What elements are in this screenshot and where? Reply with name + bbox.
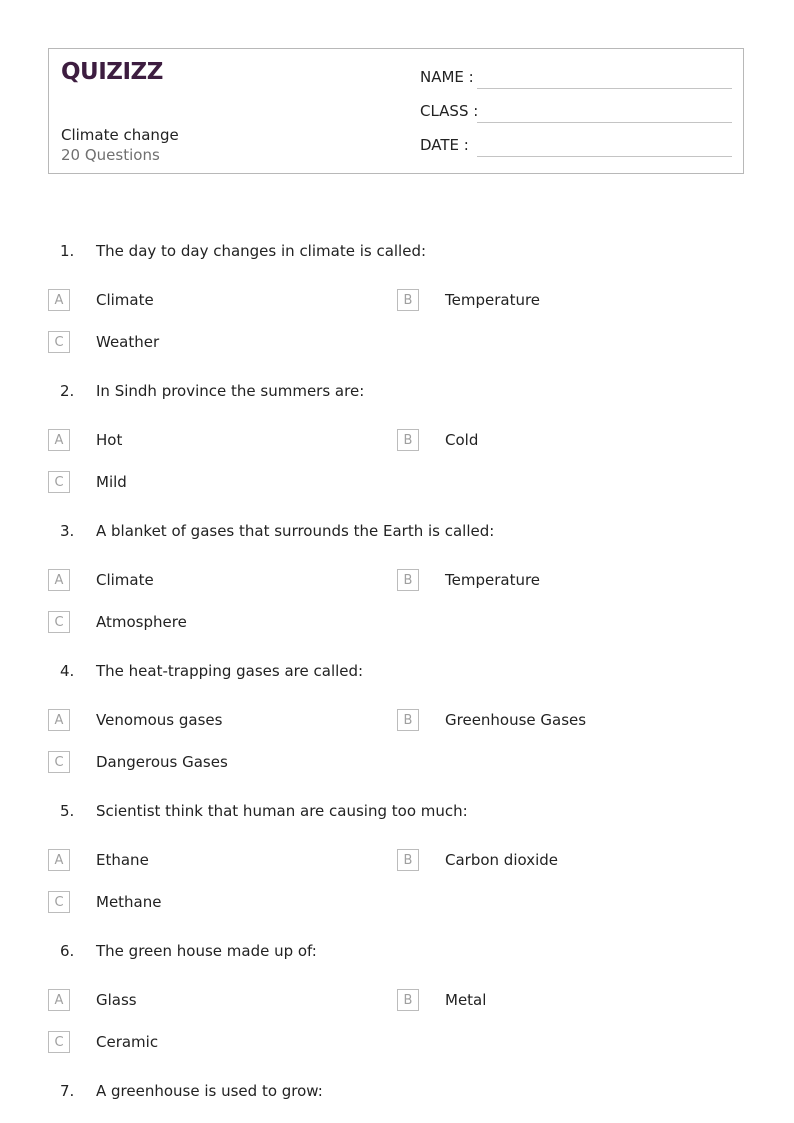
question-text: A blanket of gases that surrounds the Earth is called: [96, 522, 495, 540]
question-number: 6. [60, 942, 75, 960]
option-letter-box[interactable]: B [397, 989, 419, 1011]
class-label: CLASS : [420, 102, 479, 120]
option-letter-box[interactable]: B [397, 429, 419, 451]
option-letter-box[interactable]: B [397, 569, 419, 591]
date-label: DATE : [420, 136, 469, 154]
question-number: 2. [60, 382, 75, 400]
class-line[interactable] [477, 122, 732, 123]
question-number: 3. [60, 522, 75, 540]
option-letter-box[interactable]: A [48, 569, 70, 591]
option-letter-box[interactable]: A [48, 709, 70, 731]
question-number: 1. [60, 242, 75, 260]
option-text: Greenhouse Gases [445, 711, 587, 729]
question-text: The day to day changes in climate is called: [96, 242, 427, 260]
option-text: Ethane [96, 851, 149, 869]
option-text: Ceramic [96, 1033, 159, 1051]
option-text: Climate [96, 571, 154, 589]
question-text: Scientist think that human are causing too much: [96, 802, 468, 820]
option-letter-box[interactable]: A [48, 289, 70, 311]
option-text: Mild [96, 473, 127, 491]
question-count: 20 Questions [61, 146, 160, 164]
option-text: Metal [445, 991, 487, 1009]
question-number: 5. [60, 802, 75, 820]
option-text: Methane [96, 893, 162, 911]
question-text: The green house made up of: [96, 942, 317, 960]
option-letter-box[interactable]: A [48, 989, 70, 1011]
question-number: 7. [60, 1082, 75, 1100]
option-letter-box[interactable]: C [48, 1031, 70, 1053]
option-text: Temperature [445, 291, 541, 309]
name-line[interactable] [477, 88, 732, 89]
date-line[interactable] [477, 156, 732, 157]
worksheet-title: Climate change [61, 126, 179, 144]
option-text: Climate [96, 291, 154, 309]
option-text: Atmosphere [96, 613, 187, 631]
question-number: 4. [60, 662, 75, 680]
option-text: Dangerous Gases [96, 753, 228, 771]
quizizz-logo: QUIZIZZ [61, 59, 163, 85]
option-letter-box[interactable]: C [48, 471, 70, 493]
question-text: A greenhouse is used to grow: [96, 1082, 323, 1100]
option-text: Glass [96, 991, 137, 1009]
option-letter-box[interactable]: C [48, 751, 70, 773]
option-text: Weather [96, 333, 160, 351]
option-text: Cold [445, 431, 479, 449]
option-text: Temperature [445, 571, 541, 589]
option-letter-box[interactable]: C [48, 331, 70, 353]
name-label: NAME : [420, 68, 474, 86]
option-letter-box[interactable]: C [48, 611, 70, 633]
question-text: In Sindh province the summers are: [96, 382, 365, 400]
option-text: Hot [96, 431, 123, 449]
worksheet-header [48, 48, 744, 174]
option-letter-box[interactable]: B [397, 849, 419, 871]
option-letter-box[interactable]: B [397, 289, 419, 311]
option-letter-box[interactable]: B [397, 709, 419, 731]
option-text: Carbon dioxide [445, 851, 559, 869]
option-letter-box[interactable]: A [48, 429, 70, 451]
option-text: Venomous gases [96, 711, 223, 729]
option-letter-box[interactable]: C [48, 891, 70, 913]
option-letter-box[interactable]: A [48, 849, 70, 871]
question-text: The heat-trapping gases are called: [96, 662, 364, 680]
